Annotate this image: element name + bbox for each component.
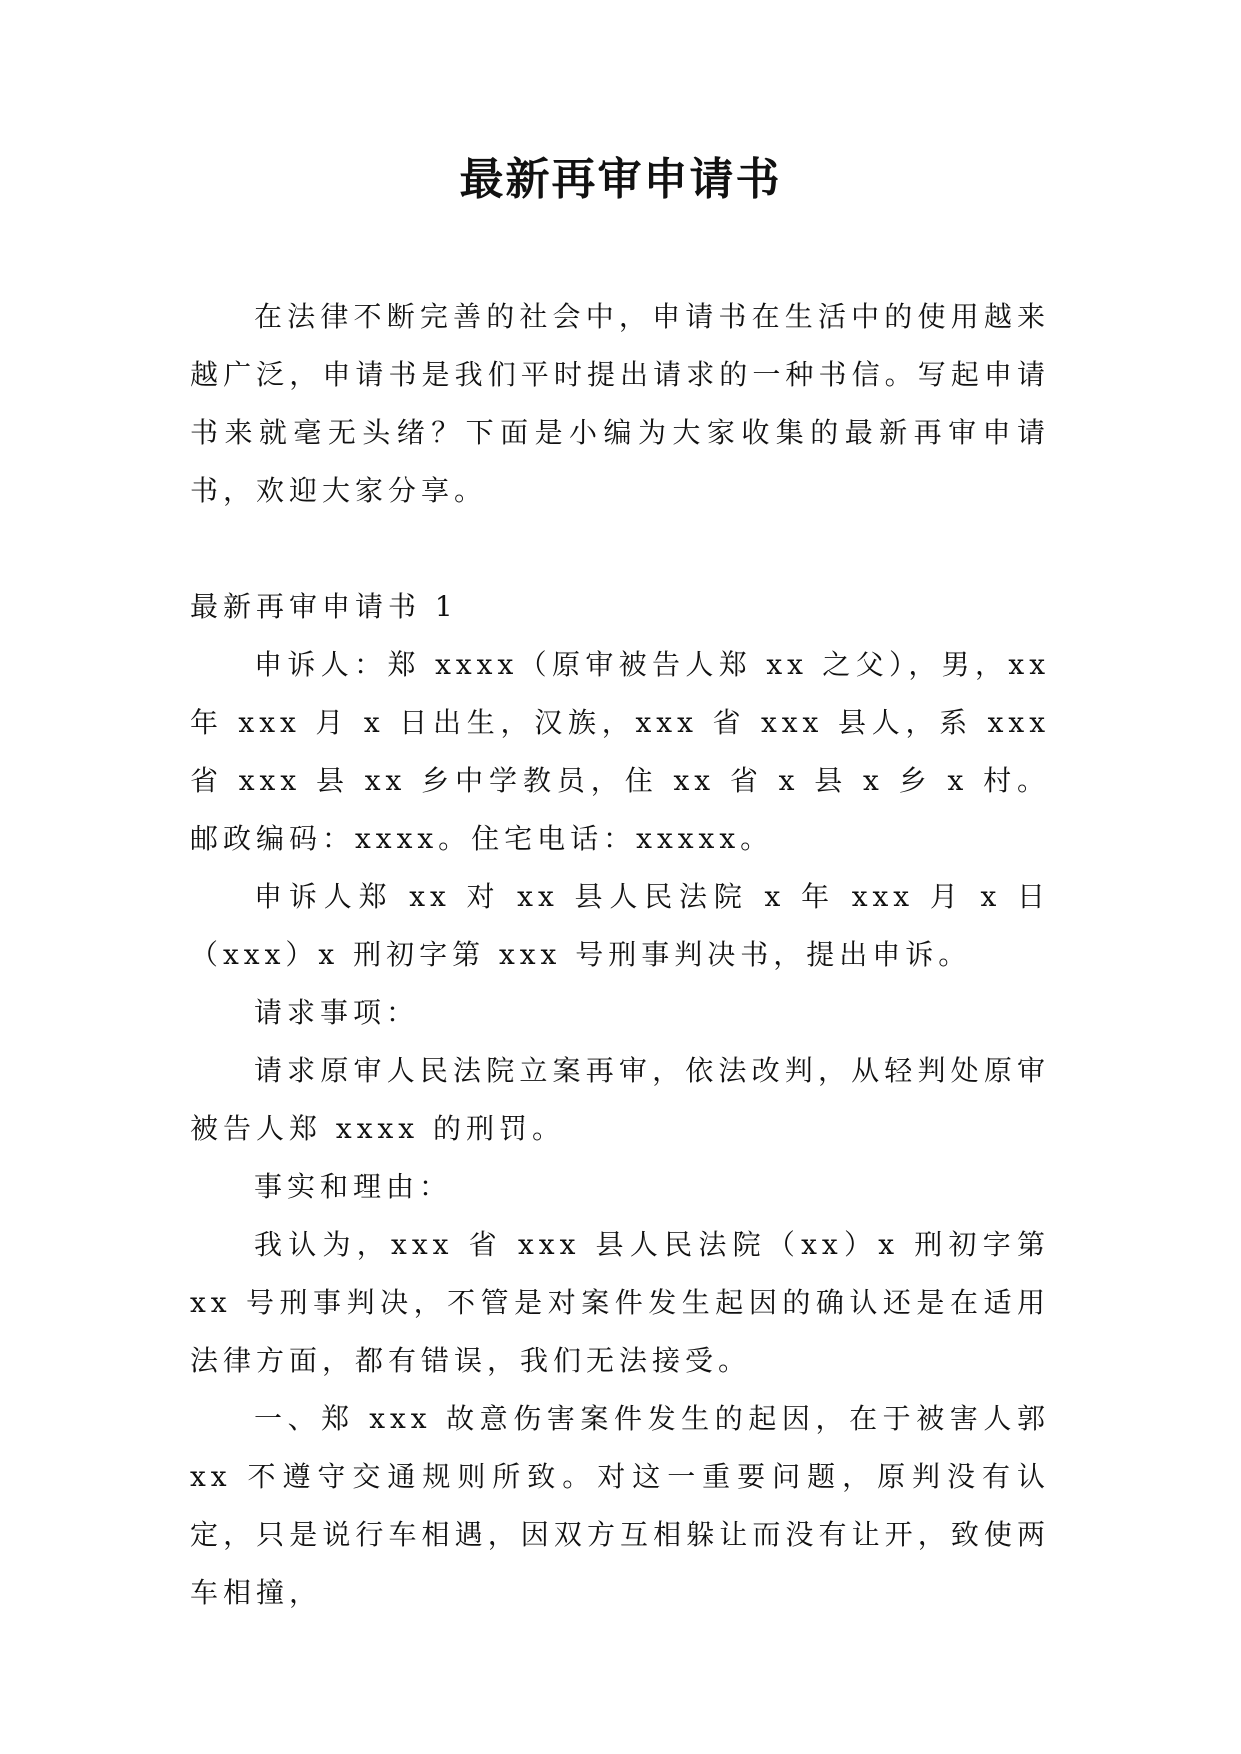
paragraph-gap <box>190 520 1050 578</box>
requests-paragraph: 请求原审人民法院立案再审，依法改判，从轻判处原审被告人郑 xxxx 的刑罚。 <box>190 1054 1050 1145</box>
document-body <box>190 288 1050 1622</box>
cause-paragraph: 一、郑 xxx 故意伤害案件发生的起因，在于被害人郭 xx 不遵守交通规则所致。对这一重要问题，原判没有认定，只是说行车相遇，因双方互相躲让而没有让开，致使两车相撞， <box>190 1402 1050 1609</box>
petitioner-paragraph: 申诉人：郑 xxxx（原审被告人郑 xx 之父），男，xx 年 xxx 月 x 日出生，汉族，xxx 省 xxx 县人，系 xxx 省 xxx 县 xx 乡中学教员，住 xx 省 x 县 x 乡 x 村。邮政编码：xxxx。住宅电话：xxxxx。 <box>190 648 1050 855</box>
facts-heading: 事实和理由： <box>254 1170 453 1203</box>
section-heading: 最新再审申请书 1 <box>190 590 458 623</box>
requests-heading: 请求事项： <box>254 996 420 1029</box>
intro-paragraph: 在法律不断完善的社会中，申请书在生活中的使用越来越广泛，申请书是我们平时提出请求的一种书信。写起申请书来就毫无头绪？下面是小编为大家收集的最新再审申请书，欢迎大家分享。 <box>190 300 1050 507</box>
facts-paragraph: 我认为，xxx 省 xxx 县人民法院（xx）x 刑初字第 xx 号刑事判决，不管是对案件发生起因的确认还是在适用法律方面，都有错误，我们无法接受。 <box>190 1228 1050 1377</box>
document-title: 最新再审申请书 <box>459 154 782 205</box>
appeal-paragraph: 申诉人郑 xx 对 xx 县人民法院 x 年 xxx 月 x 日（xxx）x 刑初字第 xxx 号刑事判决书，提出申诉。 <box>190 880 1050 971</box>
